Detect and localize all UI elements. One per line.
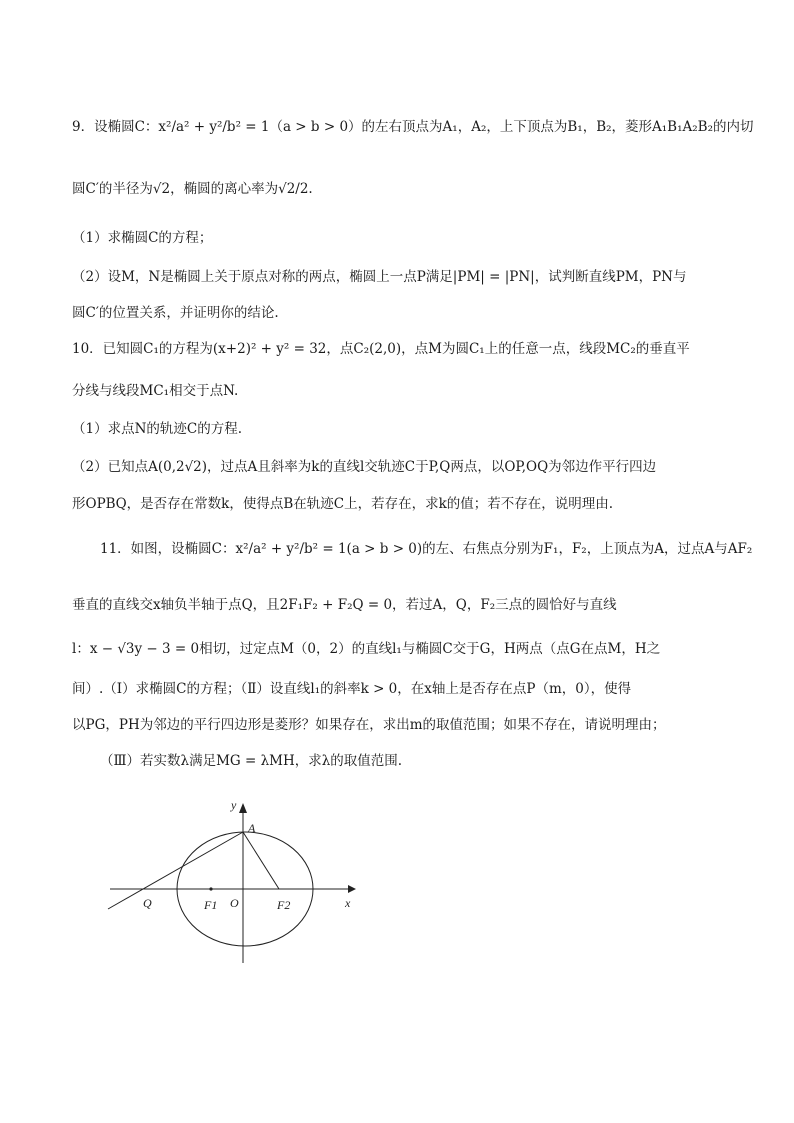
label-Q: Q bbox=[143, 896, 152, 910]
p9-line-1: 9．设椭圆C：x²/a² + y²/b² = 1（a > b > 0）的左右顶点为A₁，A₂，上下顶点为B₁，B₂，菱形A₁B₁A₂B₂的内切 bbox=[72, 119, 754, 135]
p10-line-2: 分线与线段MC₁相交于点N. bbox=[72, 383, 239, 399]
p11-line-6: （Ⅲ）若实数λ满足MG = λMH，求λ的取值范围. bbox=[100, 753, 403, 769]
label-x: x bbox=[345, 896, 351, 910]
p9-part-2-cont: 圆C′的位置关系，并证明你的结论. bbox=[72, 305, 279, 321]
point-F1 bbox=[209, 887, 212, 890]
p10-part-2-cont: 形OPBQ，是否存在常数k，使得点B在轨迹C上，若存在，求k的值；若不存在，说明理由. bbox=[72, 496, 614, 512]
p9-line-2: 圆C′的半径为√2，椭圆的离心率为√2/2. bbox=[72, 181, 313, 197]
label-y: y bbox=[231, 798, 237, 812]
p11-line-2: 垂直的直线交x轴负半轴于点Q，且2F₁F₂ + F₂Q = 0，若过A，Q，F₂三点的圆恰好与直线 bbox=[72, 597, 617, 613]
p11-line-5: 以PG，PH为邻边的平行四边形是菱形？如果存在，求出m的取值范围；如果不存在，请说明理由； bbox=[72, 717, 666, 733]
line-QA bbox=[108, 832, 243, 909]
p10-part-1: （1）求点N的轨迹C的方程. bbox=[72, 421, 243, 437]
p10-line-1: 10．已知圆C₁的方程为(x+2)² + y² = 32，点C₂(2,0)，点M为圆C₁上的任意一点，线段MC₂的垂直平 bbox=[72, 341, 690, 357]
p9-part-1: （1）求椭圆C的方程； bbox=[72, 230, 213, 246]
label-F2: F2 bbox=[277, 898, 291, 912]
p11-line-4: 间）.（Ⅰ）求椭圆C的方程；（Ⅱ）设直线l₁的斜率k > 0，在x轴上是否存在点P（m，0），使得 bbox=[72, 681, 632, 697]
label-A: A bbox=[248, 821, 256, 835]
line-AF2 bbox=[243, 832, 279, 889]
x-axis-arrow bbox=[348, 885, 356, 893]
p10-part-2: （2）已知点A(0,2√2)，过点A且斜率为k的直线l交轨迹C于P,Q两点，以OP,OQ为邻边作平行四边 bbox=[72, 459, 657, 475]
label-O: O bbox=[230, 896, 239, 910]
y-axis-arrow bbox=[239, 803, 247, 813]
p9-part-2: （2）设M，N是椭圆上关于原点对称的两点，椭圆上一点P满足|PM| = |PN|，试判断直线PM，PN与 bbox=[72, 269, 687, 285]
p11-line-1: 11．如图，设椭圆C：x²/a² + y²/b² = 1(a > b > 0)的左、右焦点分别为F₁，F₂，上顶点为A，过点A与AF₂ bbox=[100, 541, 753, 557]
label-F1: F1 bbox=[204, 898, 218, 912]
ellipse-figure bbox=[100, 795, 360, 965]
p11-line-3: l：x − √3y − 3 = 0相切，过定点M（0，2）的直线l₁与椭圆C交于G，H两点（点G在点M，H之 bbox=[72, 641, 661, 657]
